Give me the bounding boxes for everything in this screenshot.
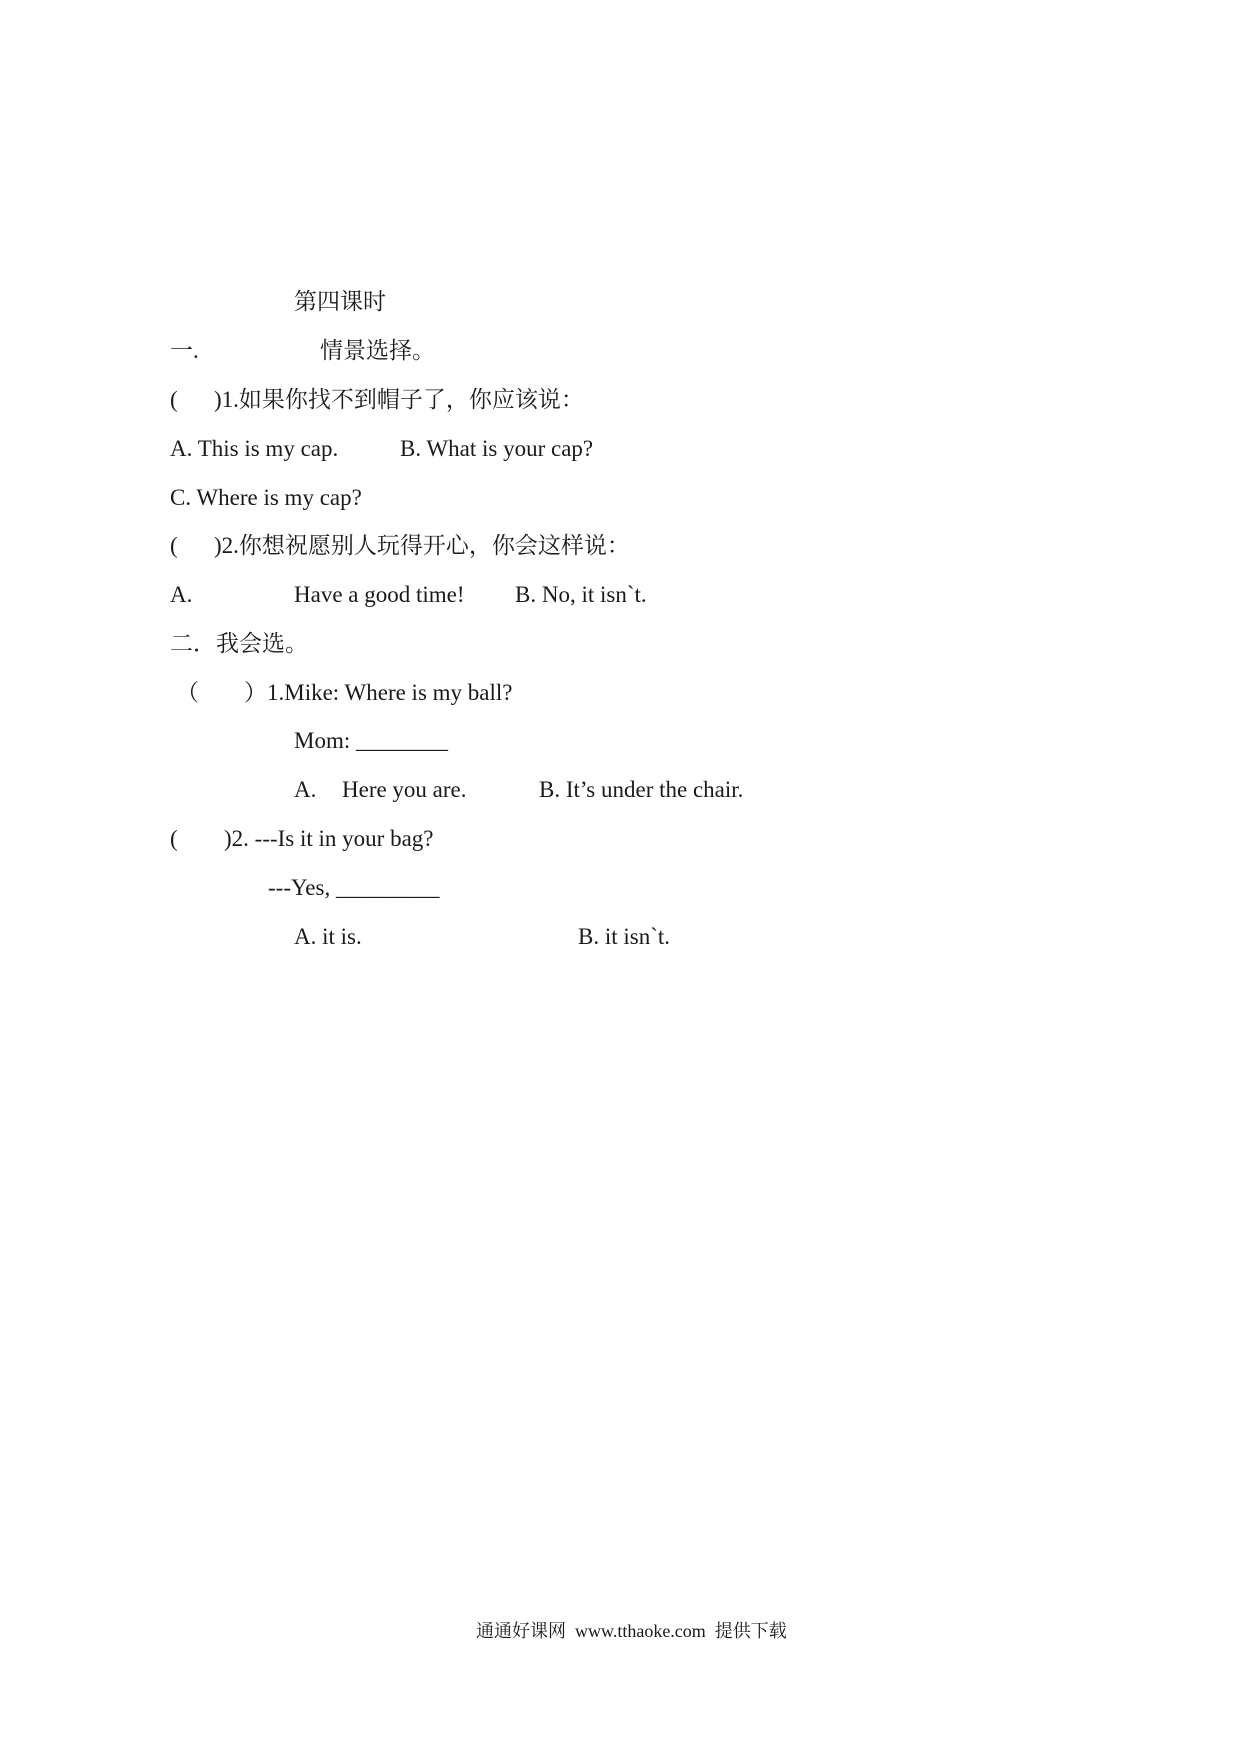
s1-q1-stem: )1.如果你找不到帽子了，你应该说： <box>214 387 584 412</box>
s1-q1-paren: ( <box>170 387 178 412</box>
section1-title: 情景选择。 <box>320 338 435 363</box>
s2-q1-paren: （ <box>176 680 199 705</box>
s1-q2-paren: ( <box>170 533 178 558</box>
s2-q2-answer-line: ---Yes, _________ <box>268 875 440 900</box>
s2-q1-stem: ）1.Mike: Where is my ball? <box>244 680 513 705</box>
s2-q2-paren: ( <box>170 826 178 851</box>
s1-q2-option-a-text: Have a good time! <box>294 582 465 607</box>
section1-number: 一. <box>170 338 199 363</box>
s2-q1-option-a-letter: A. <box>294 777 317 802</box>
s2-q2-stem: )2. ---Is it in your bag? <box>224 826 434 851</box>
s2-q1-answer-line: Mom: ________ <box>294 728 448 753</box>
s2-q1-option-a-text: Here you are. <box>342 777 467 802</box>
s1-q1-option-a: A. This is my cap. <box>170 436 339 461</box>
s1-q1-option-b: B. What is your cap? <box>400 436 594 461</box>
s1-q2-option-b: B. No, it isn`t. <box>515 582 647 607</box>
s1-q2-stem: )2.你想祝愿别人玩得开心，你会这样说： <box>214 533 630 558</box>
footer-source: 通通好课网 www.tthaoke.com 提供下载 <box>476 1621 787 1641</box>
s1-q1-option-c: C. Where is my cap? <box>170 485 362 510</box>
s2-q1-option-b: B. It’s under the chair. <box>539 777 744 802</box>
lesson-title: 第四课时 <box>294 289 386 314</box>
s2-q2-option-b: B. it isn`t. <box>578 924 671 949</box>
section2-title: 二．我会选。 <box>170 631 308 656</box>
s1-q2-option-a-letter: A. <box>170 582 193 607</box>
s2-q2-option-a: A. it is. <box>294 924 362 949</box>
